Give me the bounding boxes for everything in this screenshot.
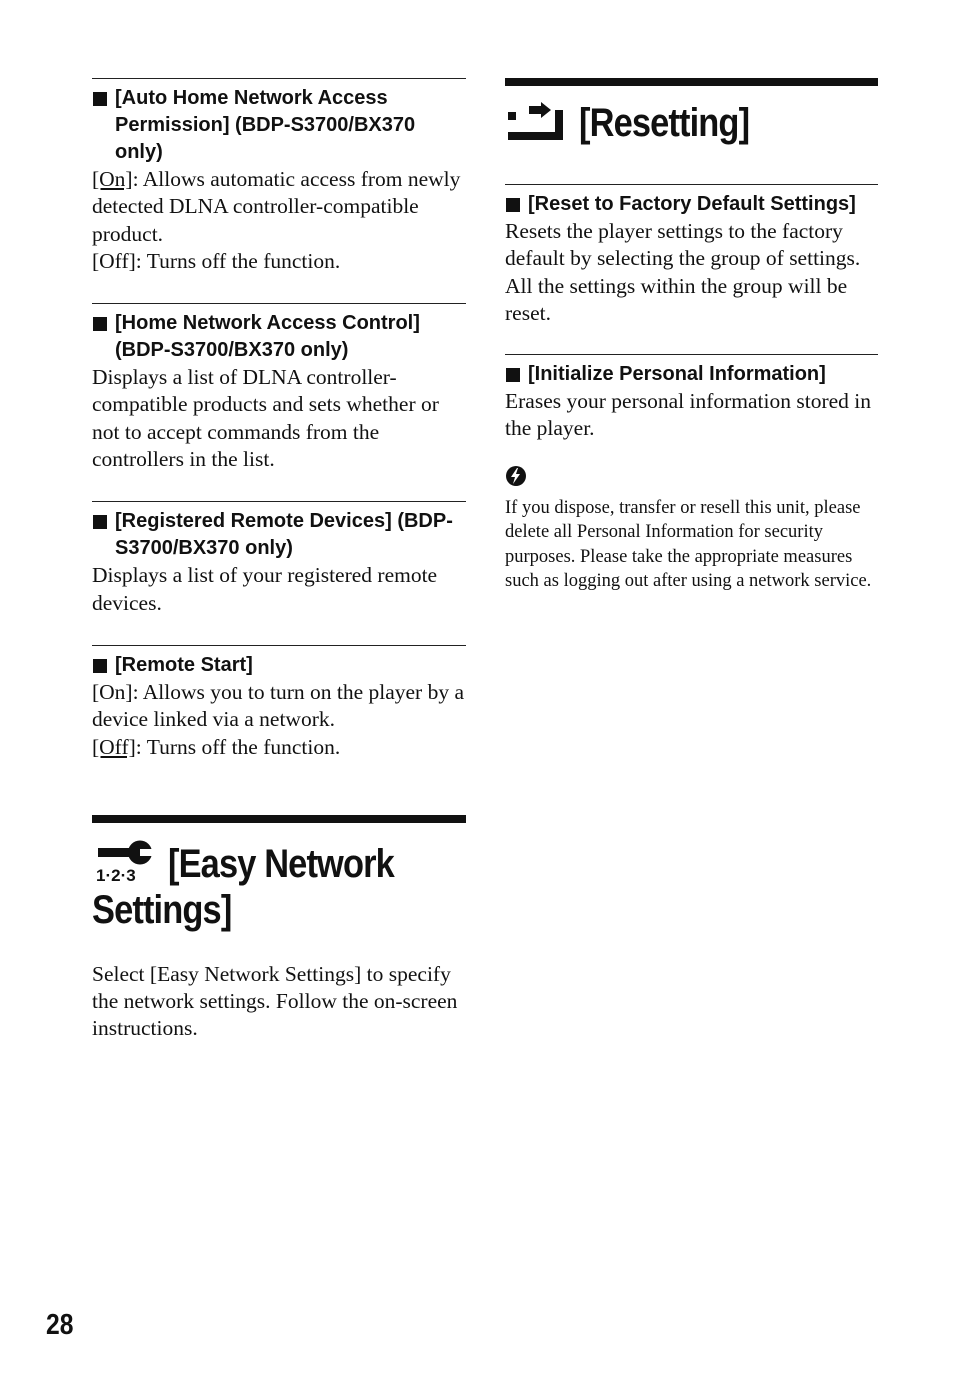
setting-heading-text: [Initialize Personal Information] — [528, 363, 826, 386]
setting-description: Erases your personal information stored in the player. — [505, 389, 872, 441]
setting-description: Resets the player settings to the factory default by selecting the group of settings. All the settings within the group will be reset. — [505, 219, 861, 325]
setting-heading — [92, 310, 466, 364]
section-header — [92, 833, 466, 931]
right-column — [505, 78, 878, 594]
setting-heading — [505, 361, 878, 388]
setting-heading — [92, 508, 466, 562]
section-header — [505, 86, 878, 176]
option-line — [92, 248, 466, 275]
reset-return-icon — [507, 102, 565, 147]
note-lightning-icon — [505, 465, 878, 492]
section-rule — [505, 78, 878, 86]
setting-heading — [505, 191, 878, 218]
setting-heading — [92, 652, 466, 679]
option-text: Displays a list of DLNA controller-compatible products and sets whether or not to accept commands from the controllers in the list. — [92, 365, 439, 472]
option-name: [Off] — [92, 734, 136, 759]
setting-initialize-personal-info — [505, 354, 878, 443]
bullet-square-icon — [93, 659, 107, 673]
option-line — [92, 166, 466, 248]
section-easy-network-settings — [92, 815, 466, 1043]
option-text: : Turns off the function. — [135, 734, 341, 759]
setting-heading-text: [Reset to Factory Default Settings] — [528, 193, 856, 215]
bullet-square-icon — [506, 198, 520, 212]
setting-description — [92, 679, 466, 761]
setting-auto-home-network-access — [92, 78, 466, 275]
left-column — [92, 78, 466, 1043]
setting-heading-text: [Registered Remote Devices] (BDP-S3700/BX370 only) — [115, 510, 453, 560]
section-title-line1: [Easy Network — [168, 841, 394, 886]
setting-description — [92, 166, 466, 275]
setting-heading-text: [Home Network Access Control] (BDP-S3700/BX370 only) — [115, 312, 420, 362]
option-line — [92, 679, 466, 734]
section-title: [Resetting] — [579, 101, 750, 145]
option-text: Displays a list of your registered remote devices. — [92, 563, 438, 615]
bullet-square-icon — [506, 368, 520, 382]
section-title-line2: Settings] — [92, 887, 232, 932]
wrench-123-caption: 1·2·3 — [96, 865, 136, 883]
bullet-square-icon — [93, 515, 107, 529]
setting-heading-text: [Auto Home Network Access Permission] (BDP-S3700/BX370 only) — [115, 87, 416, 163]
setting-home-network-access-control — [92, 303, 466, 473]
section-rule — [92, 815, 466, 823]
bullet-square-icon — [93, 317, 107, 331]
section-resetting — [505, 78, 878, 176]
note-text: If you dispose, transfer or resell this unit, please delete all Personal Information for security purposes. Please take the appropriate measures such as logging out after using a network service. — [505, 497, 872, 592]
setting-remote-start — [92, 645, 466, 761]
page-number: 28 — [46, 1309, 74, 1341]
setting-description — [92, 562, 466, 617]
setting-heading — [92, 85, 466, 166]
bullet-square-icon — [93, 92, 107, 106]
option-line — [92, 734, 466, 761]
option-text: : Allows automatic access from newly detected DLNA controller-compatible product. — [92, 167, 461, 246]
wrench-123-icon — [94, 839, 156, 888]
note-block — [505, 465, 878, 594]
option-name: [On] — [92, 167, 133, 191]
option-text: [On]: Allows you to turn on the player by a device linked via a network. — [92, 679, 465, 732]
option-text: [Off]: Turns off the function. — [92, 248, 341, 273]
setting-reset-to-factory-default — [505, 184, 878, 327]
setting-description — [92, 364, 466, 473]
setting-heading-text: [Remote Start] — [115, 653, 253, 676]
setting-registered-remote-devices — [92, 501, 466, 617]
section-description: Select [Easy Network Settings] to specify the network settings. Follow the on-screen instructions. — [92, 961, 458, 1041]
